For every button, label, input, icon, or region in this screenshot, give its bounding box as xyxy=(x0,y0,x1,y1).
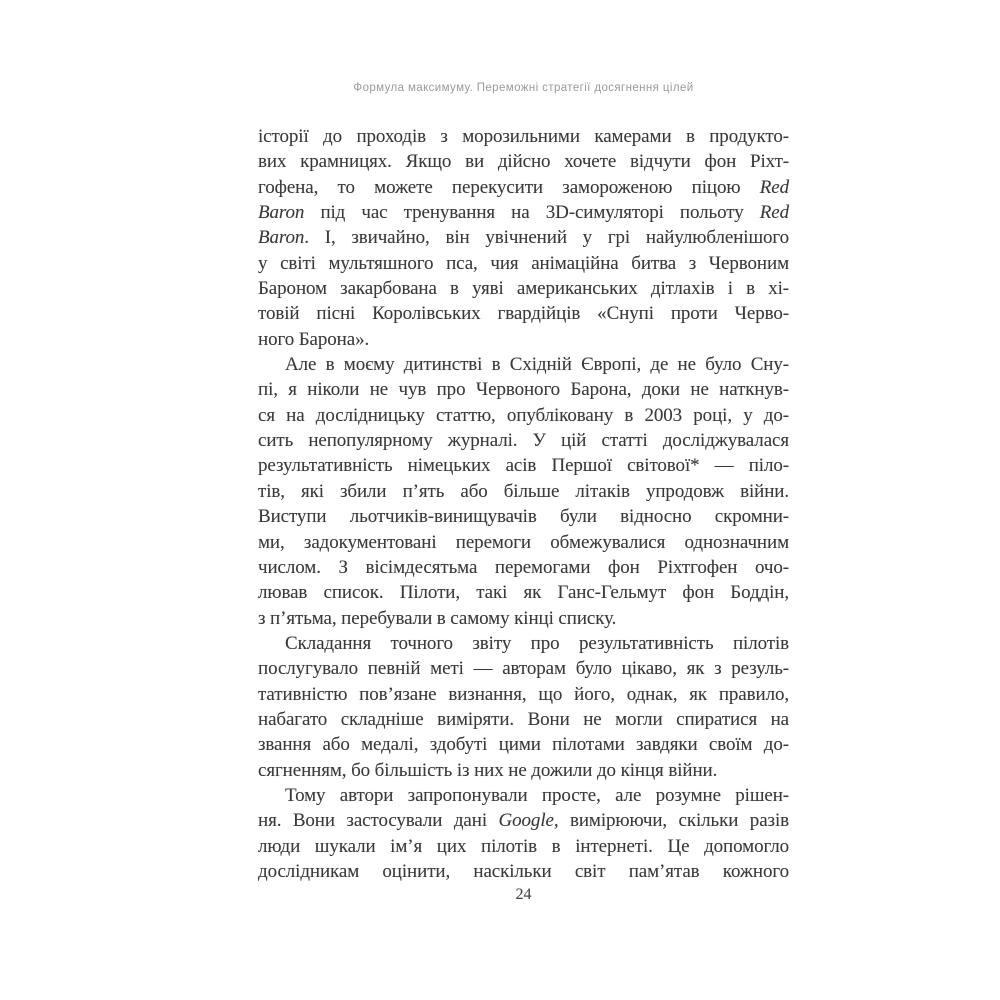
page-number: 24 xyxy=(515,886,532,903)
text-line: вих крамницях. Якщо ви дійсно хочете відчути фон Ріхт- xyxy=(258,151,789,173)
text-line: сягненням, бо більшість із них не дожили до кінця війни. xyxy=(258,759,718,781)
text-line: сить непопулярному журналі. У цій статті досліджувалася xyxy=(258,430,789,452)
paragraph xyxy=(258,352,789,631)
text-line: лював список. Пілоти, такі як Ганс-Гельмут фон Боддін, xyxy=(258,582,789,604)
text-line: люди шукали ім’я цих пілотів в інтернеті. Це допомогло xyxy=(258,835,789,857)
text-line: тативністю пов’язане визнання, що його, однак, як правило, xyxy=(258,683,789,705)
text-line: ся на дослідницьку статтю, опубліковану в 2003 році, у до- xyxy=(258,404,789,426)
text-line: у світі мультяшного пса, чия анімаційна битва з Червоним xyxy=(258,252,789,274)
paragraph xyxy=(258,631,789,783)
text-line: дослідникам оцінити, наскільки світ пам’ятав кожного xyxy=(258,860,789,882)
text-line: гофена, то можете перекусити замороженою піцою Red xyxy=(258,176,789,198)
text-line: Baron під час тренування на 3D-симуляторі польоту Red xyxy=(258,202,789,224)
text-line: результативність німецьких асів Першої світової* — піло- xyxy=(258,455,789,477)
text-line: Бароном закарбована в уяві американських дітлахів і в хі- xyxy=(258,278,789,300)
text-line: ного Барона». xyxy=(258,328,370,350)
text-line: числом. З вісімдесятьма перемогами фон Ріхтгофен очо- xyxy=(258,556,789,578)
text-line: набагато складніше виміряти. Вони не могли спиратися на xyxy=(258,708,789,730)
text-line: Але в моєму дитинстві в Східній Європі, де не було Сну- xyxy=(285,354,789,376)
paragraph xyxy=(258,124,789,352)
text-line: ми, задокументовані перемоги обмежувалися однозначним xyxy=(258,531,789,553)
text-line: Тому автори запропонували просте, але розумне рішен- xyxy=(285,784,789,806)
text-line: Складання точного звіту про результативність пілотів xyxy=(285,632,789,654)
text-line: історії до проходів з морозильними камерами в продукто- xyxy=(258,126,789,147)
text-line: Виступи льотчиків-винищувачів були відносно скромни- xyxy=(258,506,789,528)
text-line: товій пісні Королівських гвардійців «Снупі проти Черво- xyxy=(258,303,789,325)
text-line: пі, я ніколи не чув про Червоного Барона, доки не наткнув- xyxy=(258,379,789,401)
text-line: ня. Вони застосували дані Google, вимірюючи, скільки разів xyxy=(258,810,789,832)
text-line: з п’ятьма, перебували в самому кінці списку. xyxy=(258,607,617,629)
body-text xyxy=(258,124,789,884)
text-line: звання або медалі, здобуті цими пілотами завдяки своїм до- xyxy=(258,734,789,756)
paragraph xyxy=(258,783,789,884)
text-line: послугувало певній меті — авторам було цікаво, як з резуль- xyxy=(258,658,789,680)
text-line: Baron. І, звичайно, він увічнений у грі найулюбленішого xyxy=(258,227,789,249)
text-line: тів, які збили п’ять або більше літаків упродовж війни. xyxy=(258,480,789,502)
running-header: Формула максимуму. Переможні стратегії досягнення цілей xyxy=(353,82,694,94)
